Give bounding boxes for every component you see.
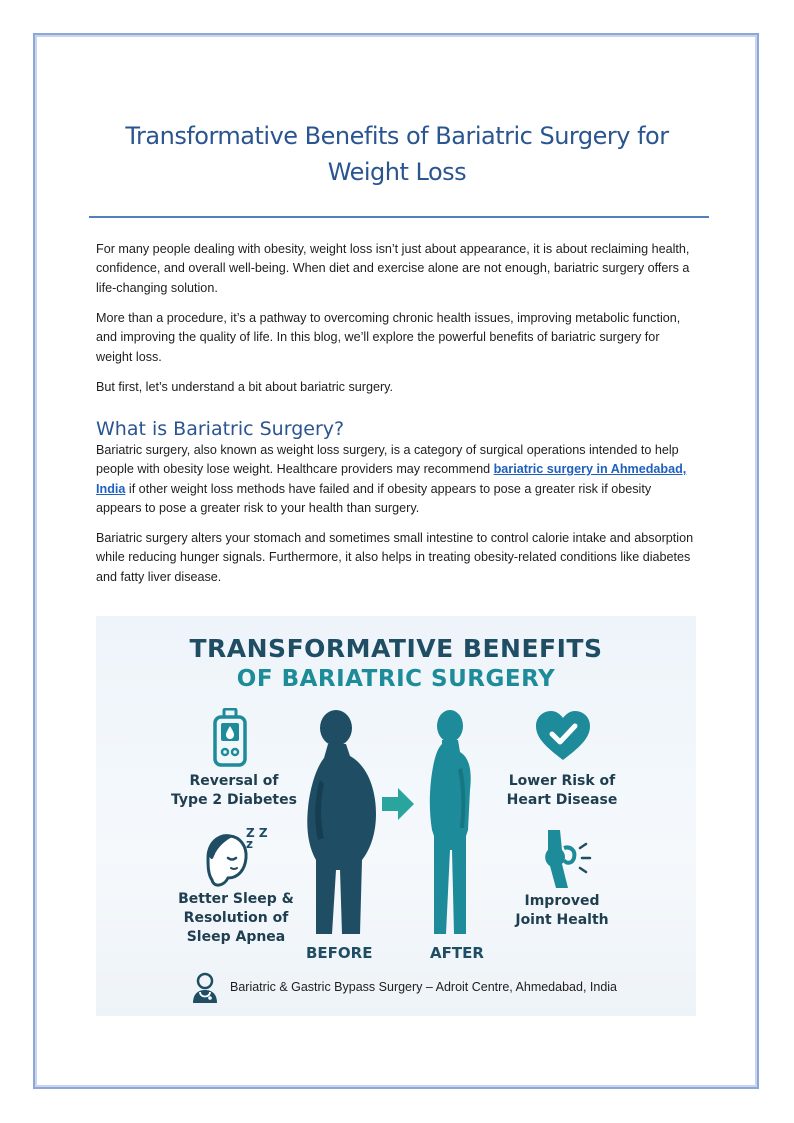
page-title: Transformative Benefits of Bariatric Surgery for Weight Loss xyxy=(125,122,669,186)
benefits-infographic xyxy=(96,616,696,1016)
understand-paragraph: But first, let’s understand a bit about bariatric surgery. xyxy=(96,380,394,394)
infographic-title-line1: TRANSFORMATIVE BENEFITS xyxy=(189,634,603,663)
section-heading: What is Bariatric Surgery? xyxy=(96,418,345,440)
before-figure xyxy=(302,710,382,940)
definition-paragraph xyxy=(96,441,696,518)
benefit-heart: Lower Risk of Heart Disease xyxy=(506,773,618,808)
after-figure xyxy=(422,710,482,940)
infographic-title-line2: OF BARIATRIC SURGERY xyxy=(236,666,556,692)
pathway-paragraph: More than a procedure, it’s a pathway to overcoming chronic health issues, improving metabolic function, and improving the quality of life. In this blog, we’ll explore the powerful benefits of bariatric surgery for weight loss. xyxy=(96,311,681,364)
benefit-sleep: Better Sleep & Resolution of Sleep Apnea xyxy=(178,891,294,945)
sleep-zzz: Z Z z xyxy=(246,826,268,851)
bariatric-surgery-link[interactable]: bariatric surgery in Ahmedabad, India xyxy=(96,462,687,496)
before-label: BEFORE xyxy=(306,944,373,962)
benefit-joint: Improved Joint Health xyxy=(515,893,609,928)
mechanism-paragraph: Bariatric surgery alters your stomach and sometimes small intestine to control calorie intake and absorption while reducing hunger signals. Furthermore, it also helps in treating obesity-related conditions like diabetes and fatty liver disease. xyxy=(96,531,694,584)
infographic-footer: Bariatric & Gastric Bypass Surgery – Adroit Centre, Ahmedabad, India xyxy=(230,980,617,994)
heart-check-icon xyxy=(534,710,592,762)
after-label: AFTER xyxy=(430,944,484,962)
definition-text-end: if other weight loss methods have failed and if obesity appears to pose a greater risk if obesity appears to pose a greater risk to your health than surgery. xyxy=(96,481,652,515)
glucose-meter-icon xyxy=(212,708,248,768)
knee-joint-icon xyxy=(538,828,594,890)
right-arrow-icon xyxy=(380,786,416,822)
title-divider xyxy=(89,216,709,218)
benefit-diabetes: Reversal of Type 2 Diabetes xyxy=(171,773,297,808)
doctor-icon xyxy=(190,972,220,1004)
definition-text-start: Bariatric surgery, also known as weight loss surgery, is a category of surgical operations intended to help people with obesity lose weight. Healthcare providers may recommend xyxy=(96,443,679,477)
intro-paragraph: For many people dealing with obesity, weight loss isn’t just about appearance, it is about reclaiming health, confidence, and overall well-being. When diet and exercise alone are not enough, bariatric surgery offers a life-changing solution. xyxy=(96,242,690,295)
